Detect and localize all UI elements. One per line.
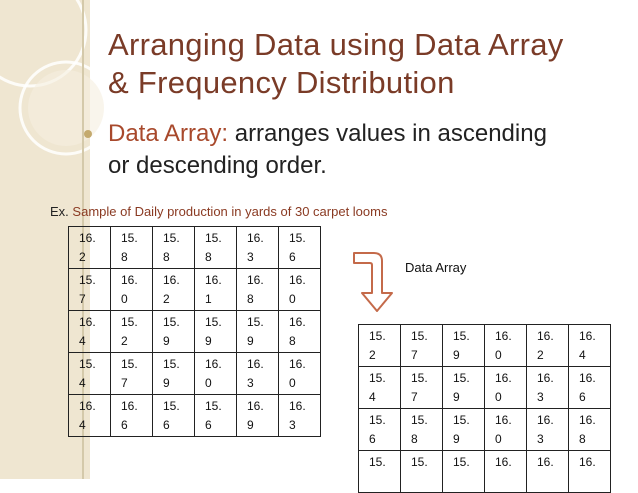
table-cell (69, 269, 111, 311)
cell-decimal: 9 (247, 418, 254, 432)
cell-integer: 16. (537, 455, 554, 469)
table-cell (569, 409, 611, 451)
cell-decimal: 9 (247, 334, 254, 348)
cell-decimal: 8 (579, 432, 586, 446)
cell-integer: 16. (121, 273, 138, 287)
table-row (359, 409, 611, 451)
bullet-text (108, 118, 628, 182)
table-cell (69, 227, 111, 269)
cell-decimal: 2 (537, 348, 544, 362)
table-cell (359, 451, 401, 493)
table-cell (569, 451, 611, 493)
cell-decimal: 7 (121, 376, 128, 390)
cell-decimal: 8 (121, 250, 128, 264)
table-cell (485, 367, 527, 409)
table-cell (111, 311, 153, 353)
cell-integer: 15. (205, 231, 222, 245)
table-row (69, 395, 321, 437)
table-cell (153, 353, 195, 395)
cell-decimal: 3 (289, 418, 296, 432)
cell-integer: 15. (163, 231, 180, 245)
cell-integer: 16. (289, 315, 306, 329)
cell-integer: 16. (495, 329, 512, 343)
cell-integer: 15. (411, 329, 428, 343)
table-cell (485, 325, 527, 367)
table-row (359, 367, 611, 409)
cell-integer: 16. (247, 273, 264, 287)
cell-integer: 15. (205, 315, 222, 329)
bullet-keyword: Data Array: (108, 120, 229, 147)
bullet-icon (84, 130, 92, 138)
cell-decimal: 4 (79, 418, 86, 432)
cell-decimal: 2 (369, 348, 376, 362)
cell-decimal: 3 (537, 390, 544, 404)
example-caption (50, 204, 387, 219)
cell-integer: 15. (411, 413, 428, 427)
table-cell (279, 395, 321, 437)
cell-decimal: 0 (121, 292, 128, 306)
table-cell (527, 409, 569, 451)
table-cell (359, 409, 401, 451)
cell-decimal: 4 (79, 334, 86, 348)
table-row (69, 311, 321, 353)
data-array-table (358, 324, 611, 493)
cell-decimal: 9 (205, 334, 212, 348)
table-cell (279, 269, 321, 311)
cell-integer: 15. (369, 413, 386, 427)
cell-integer: 15. (163, 315, 180, 329)
cell-decimal: 8 (289, 334, 296, 348)
table-cell (443, 325, 485, 367)
cell-integer: 15. (411, 371, 428, 385)
table-cell (237, 311, 279, 353)
cell-decimal: 2 (163, 292, 170, 306)
cell-integer: 16. (289, 273, 306, 287)
table-cell (569, 325, 611, 367)
cell-integer: 16. (205, 357, 222, 371)
title-line-1: Arranging Data using Data Array (108, 27, 564, 62)
table-cell (527, 451, 569, 493)
cell-integer: 16. (579, 371, 596, 385)
table-cell (111, 395, 153, 437)
table-cell (279, 353, 321, 395)
cell-integer: 15. (369, 329, 386, 343)
table-cell (359, 325, 401, 367)
cell-integer: 15. (453, 413, 470, 427)
cell-decimal: 0 (289, 292, 296, 306)
cell-decimal: 9 (453, 390, 460, 404)
cell-integer: 15. (411, 455, 428, 469)
cell-integer: 16. (495, 413, 512, 427)
table-cell (443, 451, 485, 493)
bullet-rest: arranges values in ascending (228, 120, 547, 147)
cell-decimal: 7 (79, 292, 86, 306)
cell-decimal: 6 (289, 250, 296, 264)
table-cell (153, 311, 195, 353)
cell-decimal: 3 (247, 376, 254, 390)
table-cell (237, 269, 279, 311)
cell-integer: 15. (79, 357, 96, 371)
table-cell (401, 367, 443, 409)
table-cell (69, 395, 111, 437)
cell-integer: 16. (121, 399, 138, 413)
table-cell (153, 269, 195, 311)
cell-decimal: 9 (453, 348, 460, 362)
table-row (69, 353, 321, 395)
table-cell (443, 409, 485, 451)
cell-decimal: 2 (121, 334, 128, 348)
cell-integer: 16. (163, 273, 180, 287)
cell-decimal: 9 (453, 432, 460, 446)
cell-integer: 16. (247, 231, 264, 245)
table-cell (111, 227, 153, 269)
table-cell (279, 311, 321, 353)
table-cell (195, 311, 237, 353)
table-cell (195, 395, 237, 437)
cell-integer: 15. (247, 315, 264, 329)
table-cell (485, 409, 527, 451)
cell-decimal: 0 (495, 390, 502, 404)
cell-integer: 16. (79, 231, 96, 245)
cell-decimal: 3 (537, 432, 544, 446)
cell-integer: 16. (289, 399, 306, 413)
cell-integer: 16. (79, 399, 96, 413)
cell-decimal: 6 (579, 390, 586, 404)
cell-integer: 15. (453, 329, 470, 343)
cell-decimal: 9 (163, 334, 170, 348)
cell-integer: 15. (121, 231, 138, 245)
table-cell (237, 227, 279, 269)
cell-integer: 16. (579, 455, 596, 469)
table-row (69, 269, 321, 311)
cell-decimal: 3 (247, 250, 254, 264)
cell-integer: 16. (537, 413, 554, 427)
sample-data-table (68, 226, 321, 437)
table-cell (359, 367, 401, 409)
table-cell (485, 451, 527, 493)
cell-decimal: 6 (121, 418, 128, 432)
table-row (359, 325, 611, 367)
cell-decimal: 8 (247, 292, 254, 306)
cell-integer: 16. (537, 329, 554, 343)
table-cell (195, 353, 237, 395)
cell-decimal: 0 (495, 348, 502, 362)
cell-integer: 16. (537, 371, 554, 385)
cell-decimal: 6 (163, 418, 170, 432)
cell-integer: 16. (205, 273, 222, 287)
table-cell (237, 395, 279, 437)
cell-integer: 15. (369, 455, 386, 469)
table-cell (111, 353, 153, 395)
decorative-circles (0, 0, 110, 200)
cell-integer: 15. (163, 357, 180, 371)
cell-decimal: 8 (205, 250, 212, 264)
cell-integer: 16. (579, 329, 596, 343)
table-row (69, 227, 321, 269)
table-cell (195, 269, 237, 311)
cell-integer: 16. (247, 357, 264, 371)
table-cell (153, 395, 195, 437)
table-cell (195, 227, 237, 269)
bullet-line-2: or descending order. (108, 152, 327, 179)
cell-integer: 15. (163, 399, 180, 413)
table-cell (237, 353, 279, 395)
cell-decimal: 6 (205, 418, 212, 432)
example-prefix: Ex. (50, 204, 69, 219)
cell-decimal: 0 (205, 376, 212, 390)
cell-decimal: 4 (79, 376, 86, 390)
table-cell (153, 227, 195, 269)
cell-decimal: 7 (411, 390, 418, 404)
example-text: Sample of Daily production in yards of 30 carpet looms (72, 204, 388, 219)
cell-integer: 15. (205, 399, 222, 413)
cell-integer: 16. (247, 399, 264, 413)
table-cell (527, 325, 569, 367)
cell-decimal: 0 (289, 376, 296, 390)
cell-integer: 15. (453, 455, 470, 469)
cell-decimal: 0 (495, 432, 502, 446)
table-cell (111, 269, 153, 311)
cell-decimal: 7 (411, 348, 418, 362)
cell-integer: 15. (121, 315, 138, 329)
table-cell (401, 409, 443, 451)
cell-integer: 16. (495, 455, 512, 469)
cell-integer: 16. (79, 315, 96, 329)
table-cell (569, 367, 611, 409)
cell-integer: 15. (453, 371, 470, 385)
cell-decimal: 2 (79, 250, 86, 264)
table-cell (69, 311, 111, 353)
cell-integer: 15. (369, 371, 386, 385)
cell-decimal: 1 (205, 292, 212, 306)
cell-integer: 16. (289, 357, 306, 371)
cell-integer: 15. (79, 273, 96, 287)
cell-decimal: 6 (369, 432, 376, 446)
data-array-label: Data Array (405, 260, 467, 275)
cell-decimal: 9 (163, 376, 170, 390)
down-arrow-icon (352, 243, 402, 315)
cell-decimal: 8 (411, 432, 418, 446)
cell-integer: 16. (579, 413, 596, 427)
table-cell (401, 325, 443, 367)
table-row (359, 451, 611, 493)
table-cell (401, 451, 443, 493)
cell-decimal: 8 (163, 250, 170, 264)
title-line-2: & Frequency Distribution (108, 65, 455, 100)
cell-integer: 15. (289, 231, 306, 245)
table-cell (527, 367, 569, 409)
cell-integer: 15. (121, 357, 138, 371)
cell-decimal: 4 (369, 390, 376, 404)
table-cell (69, 353, 111, 395)
cell-decimal: 4 (579, 348, 586, 362)
table-cell (279, 227, 321, 269)
table-cell (443, 367, 485, 409)
cell-integer: 16. (495, 371, 512, 385)
slide-title (108, 26, 628, 102)
